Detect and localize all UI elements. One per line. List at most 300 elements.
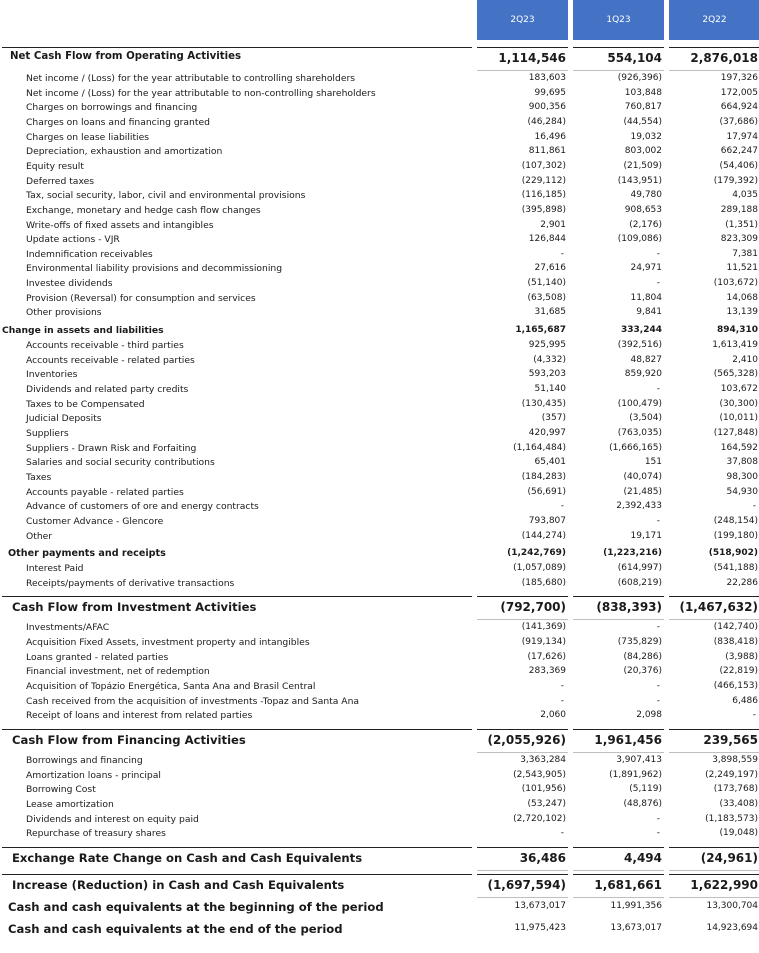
- cell-value: (141,369): [521, 622, 566, 633]
- cell-value: (179,392): [713, 175, 758, 186]
- table-row: [0, 204, 759, 219]
- cell-value: -: [560, 681, 564, 692]
- row-label: Write-offs of fixed assets and intangibles: [26, 219, 214, 231]
- cell-value: (40,074): [623, 471, 662, 482]
- cell-value: -: [560, 248, 564, 259]
- divider: [2, 47, 472, 48]
- cell-value: (30,300): [719, 398, 758, 409]
- divider: [669, 729, 759, 730]
- divider: [669, 619, 759, 620]
- cell-value: 3,363,284: [520, 755, 566, 765]
- cell-value: -: [656, 681, 660, 692]
- divider: [669, 874, 759, 875]
- cell-value: 4,494: [624, 850, 662, 865]
- cell-value: (10,011): [719, 413, 758, 424]
- cell-value: -: [656, 248, 660, 259]
- row-label: Cash and cash equivalents at the end of the period: [8, 921, 343, 936]
- divider: [573, 729, 664, 730]
- cell-value: 859,920: [624, 369, 662, 380]
- cell-value: (1,183,573): [705, 813, 758, 824]
- table-row: [0, 175, 759, 190]
- row-label: Accounts receivable - related parties: [26, 354, 195, 366]
- table-row: [0, 87, 759, 102]
- cell-value: 6,486: [732, 695, 758, 706]
- row-label: Exchange Rate Change on Cash and Cash Equivalents: [12, 850, 363, 865]
- cell-value: (19,048): [719, 828, 758, 839]
- row-label: Tax, social security, labor, civil and environmental provisions: [26, 190, 306, 202]
- cell-value: 14,068: [726, 292, 758, 303]
- table-row: [0, 248, 759, 263]
- cell-value: 16,496: [534, 131, 566, 142]
- row-label: Advance of customers of ore and energy contracts: [26, 501, 259, 513]
- cell-value: 19,032: [630, 131, 662, 142]
- cell-value: 811,861: [528, 146, 566, 157]
- cell-value: (33,408): [719, 798, 758, 809]
- cell-value: 11,991,356: [610, 900, 662, 911]
- table-row: [0, 233, 759, 248]
- cell-value: (173,768): [713, 784, 758, 795]
- table-row: [0, 798, 759, 813]
- divider: [2, 596, 472, 597]
- cell-value: (565,328): [713, 369, 758, 380]
- table-row: [0, 339, 759, 354]
- divider: [669, 70, 759, 71]
- row-label: Charges on lease liabilities: [26, 131, 150, 143]
- cell-value: -: [752, 710, 756, 721]
- cell-value: 333,244: [621, 325, 662, 336]
- cell-value: (116,185): [521, 190, 566, 201]
- cell-value: (21,485): [623, 486, 662, 497]
- table-row: [0, 116, 759, 131]
- row-label: Cash and cash equivalents at the beginning of the period: [8, 899, 384, 914]
- cell-value: (100,479): [617, 398, 662, 409]
- cell-value: 2,901: [540, 219, 566, 230]
- cell-value: 9,841: [636, 307, 662, 318]
- cell-value: 31,685: [534, 307, 566, 318]
- table-row: [0, 562, 759, 577]
- divider: [2, 729, 472, 730]
- table-row: [0, 695, 759, 710]
- divider: [573, 870, 664, 871]
- table-row: [0, 160, 759, 175]
- cell-value: (2,543,905): [513, 769, 566, 780]
- cell-value: -: [560, 501, 564, 512]
- row-label: Increase (Reduction) in Cash and Cash Equivalents: [12, 877, 345, 892]
- cell-value: (735,829): [617, 637, 662, 648]
- cell-value: (144,274): [521, 530, 566, 541]
- divider: [669, 870, 759, 871]
- cell-value: -: [560, 828, 564, 839]
- cell-value: (46,284): [527, 116, 566, 127]
- header-2q22: 2Q22: [669, 0, 759, 40]
- cell-value: 172,005: [720, 87, 758, 98]
- table-row: [0, 596, 759, 618]
- table-row: [0, 442, 759, 457]
- cell-value: (4,332): [533, 354, 566, 365]
- cell-value: 51,140: [534, 384, 566, 394]
- cell-value: (919,134): [521, 637, 566, 648]
- cell-value: 54,930: [726, 486, 758, 497]
- table-row: [0, 754, 759, 769]
- row-label: Other payments and receipts: [8, 548, 166, 560]
- cell-value: 2,060: [540, 710, 566, 721]
- table-row: [0, 412, 759, 427]
- cell-value: 420,997: [528, 427, 566, 438]
- cell-value: (1,164,484): [513, 442, 566, 453]
- row-label: Indemnification receivables: [26, 248, 153, 260]
- cell-value: (1,242,769): [507, 548, 566, 559]
- cell-value: (2,176): [629, 219, 662, 230]
- cell-value: -: [656, 278, 660, 289]
- table-row: [0, 189, 759, 204]
- row-label: Net income / (Loss) for the year attributable to non-controlling shareholders: [26, 87, 376, 99]
- row-label: Cash Flow from Financing Activities: [12, 733, 246, 747]
- cell-value: (466,153): [713, 681, 758, 692]
- table-row: [0, 101, 759, 116]
- cell-value: (142,740): [713, 622, 758, 633]
- divider: [669, 847, 759, 848]
- cell-value: 13,673,017: [514, 900, 566, 911]
- row-label: Inventories: [26, 369, 78, 381]
- table-row: [0, 47, 759, 69]
- cell-value: 65,401: [534, 457, 566, 468]
- cell-value: (37,686): [719, 116, 758, 127]
- table-row: [0, 680, 759, 695]
- row-label: Equity result: [26, 160, 84, 172]
- cell-value: 7,381: [732, 248, 758, 259]
- cell-value: (53,247): [527, 798, 566, 809]
- row-label: Receipts/payments of derivative transactions: [26, 577, 235, 589]
- cell-value: 823,309: [720, 234, 758, 245]
- cell-value: 925,995: [528, 340, 566, 351]
- table-row: [0, 783, 759, 798]
- divider: [573, 847, 664, 848]
- table-row: [0, 636, 759, 651]
- table-row: [0, 813, 759, 828]
- divider: [477, 847, 568, 848]
- divider: [477, 752, 568, 753]
- cell-value: (763,035): [617, 427, 662, 438]
- table-row: [0, 306, 759, 321]
- cell-value: 183,603: [528, 73, 566, 83]
- cell-value: (1,057,089): [513, 563, 566, 574]
- cell-value: (22,819): [719, 666, 758, 677]
- table-row: [0, 277, 759, 292]
- cell-value: 13,300,704: [706, 900, 758, 911]
- cell-value: (357): [541, 413, 566, 424]
- table-row: [0, 874, 759, 896]
- table-row: [0, 219, 759, 234]
- divider: [573, 874, 664, 875]
- table-row: [0, 456, 759, 471]
- header-1q23: 1Q23: [573, 0, 664, 40]
- cell-value: 283,369: [528, 666, 566, 677]
- cell-value: 27,616: [534, 263, 566, 274]
- divider: [477, 70, 568, 71]
- cell-value: (56,691): [527, 486, 566, 497]
- cell-value: 1,613,419: [712, 340, 758, 351]
- table-row: [0, 577, 759, 592]
- row-label: Financial investment, net of redemption: [26, 666, 210, 678]
- cell-value: 793,807: [528, 515, 566, 526]
- cell-value: 289,188: [720, 204, 758, 215]
- cell-value: (20,376): [623, 666, 662, 677]
- cell-value: 1,622,990: [690, 877, 758, 892]
- table-row: [0, 427, 759, 442]
- cell-value: (395,898): [521, 204, 566, 215]
- cell-value: (3,988): [725, 651, 758, 662]
- cell-value: (54,406): [719, 160, 758, 171]
- cell-value: (3,504): [629, 413, 662, 424]
- cell-value: (926,396): [617, 73, 662, 83]
- cell-value: (21,509): [623, 160, 662, 171]
- cell-value: (63,508): [527, 292, 566, 303]
- cell-value: -: [656, 515, 660, 526]
- cell-value: (44,554): [623, 116, 662, 127]
- table-row: [0, 262, 759, 277]
- cell-value: 3,907,413: [616, 755, 662, 765]
- cell-value: (130,435): [521, 398, 566, 409]
- row-label: Repurchase of treasury shares: [26, 828, 166, 840]
- table-row: [0, 131, 759, 146]
- cell-value: (608,219): [617, 577, 662, 588]
- row-label: Judicial Deposits: [26, 413, 102, 425]
- row-label: Borrowings and financing: [26, 755, 143, 766]
- cell-value: (185,680): [521, 577, 566, 588]
- cell-value: 803,002: [624, 146, 662, 157]
- cell-value: (103,672): [713, 278, 758, 289]
- cell-value: (127,848): [713, 427, 758, 438]
- cell-value: -: [656, 384, 660, 394]
- cell-value: 2,098: [636, 710, 662, 721]
- row-label: Exchange, monetary and hedge cash flow changes: [26, 204, 261, 216]
- table-row: [0, 665, 759, 680]
- cell-value: 593,203: [528, 369, 566, 380]
- row-label: Acquisition Fixed Assets, investment property and intangibles: [26, 637, 310, 649]
- cell-value: 662,247: [720, 146, 758, 157]
- row-label: Dividends and related party credits: [26, 384, 189, 395]
- cell-value: (1,467,632): [679, 600, 758, 615]
- table-row: [0, 515, 759, 530]
- row-label: Borrowing Cost: [26, 784, 96, 796]
- cell-value: (1,351): [725, 219, 758, 230]
- cell-value: 22,286: [726, 577, 758, 588]
- cell-value: (1,223,216): [603, 548, 662, 559]
- row-label: Other: [26, 530, 53, 542]
- row-label: Accounts receivable - third parties: [26, 340, 184, 352]
- table-row: [0, 530, 759, 545]
- divider: [2, 874, 472, 875]
- cell-value: 197,326: [720, 73, 758, 83]
- table-row: [0, 729, 759, 751]
- row-label: Lease amortization: [26, 798, 114, 810]
- cell-value: 2,876,018: [690, 51, 758, 65]
- table-row: [0, 383, 759, 398]
- divider: [477, 874, 568, 875]
- row-label: Charges on borrowings and financing: [26, 102, 198, 114]
- divider: [477, 870, 568, 871]
- divider: [477, 619, 568, 620]
- table-row: [0, 368, 759, 383]
- cell-value: 894,310: [717, 325, 758, 336]
- cell-value: -: [560, 695, 564, 706]
- cell-value: 24,971: [630, 263, 662, 274]
- cell-value: 11,521: [726, 263, 758, 274]
- divider: [669, 596, 759, 597]
- cell-value: (614,997): [617, 563, 662, 574]
- cell-value: 11,975,423: [514, 922, 566, 933]
- row-label: Provision (Reversal) for consumption and services: [26, 292, 256, 304]
- cell-value: (107,302): [521, 160, 566, 171]
- cell-value: (248,154): [713, 515, 758, 526]
- cell-value: 760,817: [624, 102, 662, 113]
- cell-value: 19,171: [630, 530, 662, 541]
- divider: [573, 70, 664, 71]
- cell-value: -: [656, 813, 660, 824]
- row-label: Taxes: [26, 471, 52, 483]
- cell-value: 126,844: [528, 234, 566, 245]
- cell-value: (184,283): [521, 471, 566, 482]
- table-row: [0, 398, 759, 413]
- cell-value: 164,592: [720, 442, 758, 453]
- cell-value: 4,035: [732, 190, 758, 201]
- cell-value: (518,902): [708, 548, 758, 559]
- cell-value: (1,666,165): [609, 442, 662, 453]
- cell-value: (392,516): [617, 340, 662, 351]
- row-label: Suppliers: [26, 427, 69, 439]
- divider: [573, 752, 664, 753]
- table-row: [0, 486, 759, 501]
- cell-value: (143,951): [617, 175, 662, 186]
- cell-value: 239,565: [703, 733, 758, 747]
- cell-value: 49,780: [630, 190, 662, 201]
- row-label: Deferred taxes: [26, 175, 95, 187]
- table-row: [0, 896, 759, 918]
- row-label: Interest Paid: [26, 563, 84, 575]
- row-label: Receipt of loans and interest from related parties: [26, 710, 253, 722]
- cell-value: 1,681,661: [594, 877, 662, 892]
- cell-value: (541,188): [713, 563, 758, 574]
- row-label: Acquisition of Topázio Energética, Santa Ana and Brasil Central: [26, 681, 316, 693]
- cell-value: 11,804: [630, 292, 662, 303]
- cell-value: 2,392,433: [616, 501, 662, 512]
- row-label: Change in assets and liabilities: [2, 325, 164, 337]
- cell-value: 554,104: [607, 51, 662, 65]
- row-label: Investments/AFAC: [26, 622, 110, 634]
- table-row: [0, 500, 759, 515]
- table-row: [0, 292, 759, 307]
- table-row: [0, 471, 759, 486]
- cell-value: 908,653: [624, 204, 662, 215]
- cell-value: 98,300: [726, 471, 758, 482]
- table-row: [0, 145, 759, 160]
- cell-value: 103,672: [720, 384, 758, 394]
- row-label: Other provisions: [26, 307, 102, 319]
- table-row: [0, 709, 759, 724]
- cell-value: (229,112): [521, 175, 566, 186]
- cell-value: (5,119): [629, 784, 662, 795]
- table-row: [0, 621, 759, 636]
- cell-value: (199,180): [713, 530, 758, 541]
- row-label: Charges on loans and financing granted: [26, 116, 210, 128]
- header-2q23: 2Q23: [477, 0, 568, 40]
- divider: [573, 619, 664, 620]
- cell-value: (48,876): [623, 798, 662, 809]
- table-row: [0, 918, 759, 940]
- divider: [477, 596, 568, 597]
- cell-value: 3,898,559: [712, 755, 758, 765]
- table-row: [0, 323, 759, 339]
- table-row: [0, 546, 759, 562]
- cell-value: (1,891,962): [609, 769, 662, 780]
- table-row: [0, 651, 759, 666]
- divider: [669, 47, 759, 48]
- cell-value: 1,961,456: [594, 733, 662, 747]
- cell-value: (101,956): [521, 784, 566, 795]
- cell-value: -: [752, 501, 756, 512]
- cell-value: 99,695: [534, 87, 566, 98]
- cell-value: 900,356: [528, 102, 566, 113]
- cell-value: 48,827: [630, 354, 662, 365]
- cell-value: 151: [644, 457, 662, 468]
- row-label: Loans granted - related parties: [26, 651, 169, 663]
- table-row: [0, 827, 759, 842]
- cell-value: (838,418): [713, 637, 758, 648]
- cell-value: -: [656, 695, 660, 706]
- table-row: [0, 769, 759, 784]
- row-label: Customer Advance - Glencore: [26, 515, 164, 527]
- divider: [669, 752, 759, 753]
- cell-value: (838,393): [596, 600, 662, 615]
- table-row: [0, 847, 759, 869]
- cell-value: 13,673,017: [610, 922, 662, 933]
- divider: [2, 847, 472, 848]
- row-label: Salaries and social security contributions: [26, 457, 215, 469]
- divider: [573, 47, 664, 48]
- cell-value: 36,486: [519, 850, 566, 865]
- cell-value: 14,923,694: [706, 922, 758, 933]
- cell-value: -: [656, 622, 660, 633]
- cell-value: 37,808: [726, 457, 758, 468]
- row-label: Cash Flow from Investment Activities: [12, 600, 257, 615]
- cell-value: (24,961): [700, 850, 758, 865]
- cell-value: 1,114,546: [498, 51, 566, 65]
- cell-value: 17,974: [726, 131, 758, 142]
- row-label: Update actions - VJR: [26, 234, 120, 246]
- cell-value: 2,410: [732, 354, 758, 365]
- row-label: Taxes to be Compensated: [26, 398, 145, 410]
- row-label: Amortization loans - principal: [26, 769, 161, 781]
- cell-value: (2,249,197): [705, 769, 758, 780]
- row-label: Dividends and interest on equity paid: [26, 813, 199, 825]
- cell-value: (17,626): [527, 651, 566, 662]
- cell-value: 1,165,687: [515, 325, 566, 336]
- row-label: Net Cash Flow from Operating Activities: [10, 51, 242, 62]
- cell-value: (84,286): [623, 651, 662, 662]
- row-label: Depreciation, exhaustion and amortization: [26, 146, 223, 158]
- row-label: Environmental liability provisions and decommissioning: [26, 263, 283, 275]
- cell-value: 103,848: [624, 87, 662, 98]
- row-label: Accounts payable - related parties: [26, 486, 184, 498]
- cell-value: (1,697,594): [487, 877, 566, 892]
- cell-value: (2,720,102): [513, 813, 566, 824]
- table-row: [0, 354, 759, 369]
- cell-value: 13,139: [726, 307, 758, 318]
- cell-value: (792,700): [500, 600, 566, 615]
- row-label: Net income / (Loss) for the year attributable to controlling shareholders: [26, 73, 356, 84]
- table-row: [0, 72, 759, 87]
- row-label: Cash received from the acquisition of investments -Topaz and Santa Ana: [26, 695, 360, 707]
